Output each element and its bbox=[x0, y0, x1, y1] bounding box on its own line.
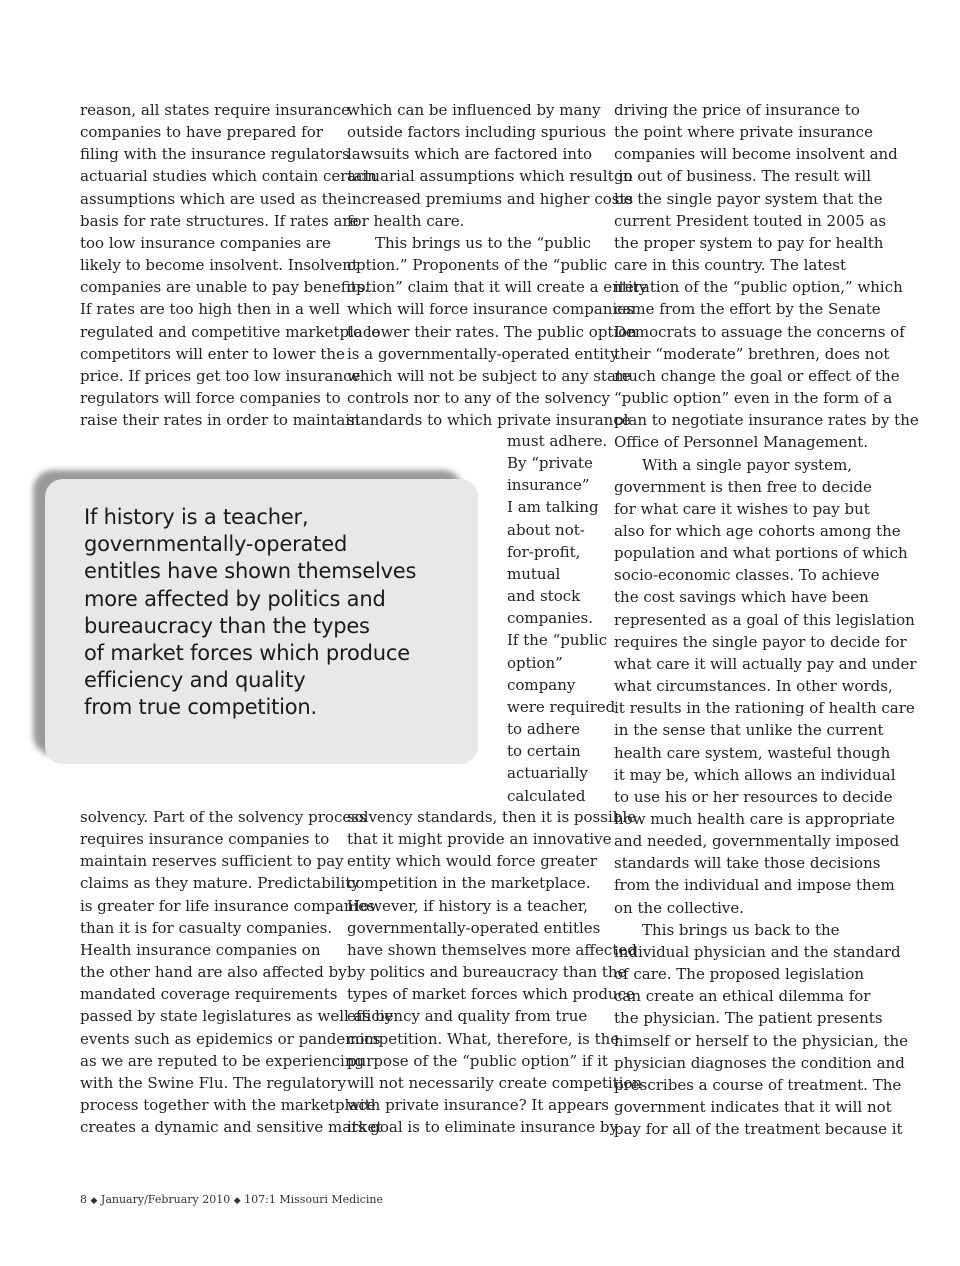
text-line: actuarial studies which contain certain bbox=[80, 167, 377, 186]
text-line: types of market forces which produce bbox=[347, 985, 635, 1004]
text-line: how much health care is appropriate bbox=[614, 810, 895, 828]
text-line: the physician. The patient presents bbox=[614, 1009, 883, 1028]
text-line: with private insurance? It appears bbox=[347, 1096, 609, 1115]
text-line: represented as a goal of this legislation bbox=[614, 610, 915, 629]
text-line: government is then free to decide bbox=[614, 477, 872, 496]
text-line: the proper system to pay for health bbox=[614, 233, 884, 252]
text-line: population and what portions of which bbox=[614, 544, 908, 563]
text-line: basis for rate structures. If rates are bbox=[80, 211, 359, 230]
text-line: from the individual and impose them bbox=[614, 876, 895, 895]
text-line: efficiency and quality from true bbox=[347, 1007, 588, 1026]
text-line: go out of business. The result will bbox=[614, 167, 872, 186]
text-line: can create an ethical dilemma for bbox=[614, 987, 871, 1006]
page-footer bbox=[80, 1193, 383, 1206]
text-line: claims as they mature. Predictability bbox=[80, 874, 360, 893]
text-line: competition. What, therefore, is the bbox=[347, 1029, 620, 1048]
column2-top-text bbox=[347, 99, 647, 431]
text-line: option” claim that it will create a entity bbox=[347, 278, 648, 297]
column2-bottom-text bbox=[347, 806, 642, 1138]
text-line: too low insurance companies are bbox=[80, 233, 331, 252]
text-line: that it might provide an innovative bbox=[347, 830, 612, 849]
text-line: which will force insurance companies bbox=[347, 300, 634, 319]
text-line: health care system, wasteful though bbox=[614, 743, 891, 762]
text-line: mandated coverage requirements bbox=[80, 985, 338, 1004]
text-line: solvency. Part of the solvency process bbox=[80, 808, 367, 826]
text-line: raise their rates in order to maintain bbox=[80, 411, 360, 430]
text-line: passed by state legislatures as well as by bbox=[80, 1007, 394, 1026]
text-line: pay for all of the treatment because it bbox=[614, 1120, 903, 1139]
text-line: what care it will actually pay and under bbox=[614, 654, 917, 673]
text-line: by politics and bureaucracy than the bbox=[347, 963, 627, 982]
text-line: driving the price of insurance to bbox=[614, 101, 860, 119]
pull-quote-text bbox=[84, 504, 416, 722]
text-line: about not- bbox=[507, 520, 585, 539]
text-line: increased premiums and higher costs bbox=[347, 189, 634, 208]
text-line: current President touted in 2005 as bbox=[614, 211, 887, 230]
text-line: purpose of the “public option” if it bbox=[347, 1051, 608, 1070]
text-line: events such as epidemics or pandemics bbox=[80, 1029, 381, 1048]
text-line: for what care it wishes to pay but bbox=[614, 499, 870, 518]
text-line: process together with the marketplace bbox=[80, 1096, 376, 1115]
text-line: By “private bbox=[507, 454, 593, 473]
text-line: prescribes a course of treatment. The bbox=[614, 1075, 902, 1094]
text-line: standards to which private insurance bbox=[347, 411, 631, 430]
text-line: This brings us back to the bbox=[642, 920, 840, 939]
text-line: creates a dynamic and sensitive market bbox=[80, 1118, 383, 1137]
text-line: to adhere bbox=[507, 720, 580, 739]
text-line: Office of Personnel Management. bbox=[614, 433, 869, 452]
text-line: I am talking bbox=[507, 498, 599, 517]
pull-quote-line: from true competition. bbox=[84, 695, 317, 720]
column1-top-text bbox=[80, 99, 380, 431]
text-line: it may be, which allows an individual bbox=[614, 765, 896, 784]
text-line: maintain reserves sufficient to pay bbox=[80, 852, 344, 871]
diamond-separator-icon: ◆ bbox=[233, 1196, 241, 1206]
text-line: in the sense that unlike the current bbox=[614, 721, 884, 740]
text-line: the other hand are also affected by bbox=[80, 963, 347, 982]
text-line: socio-economic classes. To achieve bbox=[614, 566, 880, 585]
text-line: assumptions which are used as the bbox=[80, 189, 347, 208]
page-number: 8 bbox=[80, 1193, 87, 1206]
text-line: himself or herself to the physician, the bbox=[614, 1031, 909, 1050]
pull-quote-line: governmentally-operated bbox=[84, 532, 348, 557]
column3-text bbox=[614, 99, 919, 1140]
text-line: the cost savings which have been bbox=[614, 588, 869, 607]
text-line: mutual bbox=[507, 564, 561, 583]
text-line: it results in the rationing of health care bbox=[614, 699, 915, 718]
issue-date: January/February 2010 bbox=[100, 1193, 231, 1206]
text-line: governmentally-operated entitles bbox=[347, 918, 601, 937]
text-line: is greater for life insurance companies bbox=[80, 896, 375, 915]
text-line: plan to negotiate insurance rates by the bbox=[614, 411, 919, 430]
text-line: competitors will enter to lower the bbox=[80, 344, 345, 363]
text-line: of care. The proposed legislation bbox=[614, 965, 864, 984]
text-line: However, if history is a teacher, bbox=[347, 896, 589, 915]
text-line: physician diagnoses the condition and bbox=[614, 1053, 905, 1072]
pull-quote-line: more affected by politics and bbox=[84, 586, 386, 611]
text-line: standards will take those decisions bbox=[614, 854, 881, 873]
text-line: than it is for casualty companies. bbox=[80, 918, 333, 937]
text-line: were required bbox=[507, 697, 616, 716]
text-line: to use his or her resources to decide bbox=[614, 787, 893, 806]
text-line: is a governmentally-operated entity bbox=[347, 344, 619, 363]
text-line: likely to become insolvent. Insolvent bbox=[80, 256, 358, 275]
text-line: solvency standards, then it is possible bbox=[347, 808, 637, 826]
text-line: for health care. bbox=[347, 211, 465, 230]
text-line: If rates are too high then in a well bbox=[80, 300, 341, 319]
text-line: on the collective. bbox=[614, 898, 745, 917]
text-line: be the single payor system that the bbox=[614, 189, 883, 208]
text-line: with the Swine Flu. The regulatory bbox=[80, 1073, 347, 1092]
text-line: price. If prices get too low insurance bbox=[80, 366, 361, 385]
journal-volume: 107:1 Missouri Medicine bbox=[244, 1193, 384, 1206]
text-line: regulators will force companies to bbox=[80, 389, 341, 408]
pull-quote-line: bureaucracy than the types bbox=[84, 613, 370, 638]
text-line: for-profit, bbox=[507, 542, 581, 561]
text-line: This brings us to the “public bbox=[375, 233, 592, 252]
text-line: With a single payor system, bbox=[642, 455, 853, 474]
text-line: Democrats to assuage the concerns of bbox=[614, 322, 905, 341]
text-line: outside factors including spurious bbox=[347, 123, 607, 142]
text-line: companies. bbox=[507, 609, 594, 628]
text-line: the point where private insurance bbox=[614, 123, 873, 142]
text-line: much change the goal or effect of the bbox=[614, 366, 900, 385]
text-line: which can be influenced by many bbox=[347, 101, 601, 119]
diamond-separator-icon: ◆ bbox=[90, 1196, 98, 1206]
text-line: must adhere. bbox=[507, 432, 608, 450]
column2-narrow-text bbox=[507, 430, 615, 807]
text-line: their “moderate” brethren, does not bbox=[614, 344, 890, 363]
pull-quote-line: of market forces which produce bbox=[84, 641, 410, 666]
text-line: requires insurance companies to bbox=[80, 830, 330, 849]
text-line: “public option” even in the form of a bbox=[614, 389, 893, 408]
text-line: what circumstances. In other words, bbox=[614, 677, 893, 696]
text-line: iteration of the “public option,” which bbox=[614, 278, 903, 297]
text-line: also for which age cohorts among the bbox=[614, 521, 901, 540]
text-line: option.” Proponents of the “public bbox=[347, 256, 608, 275]
text-line: have shown themselves more affected bbox=[347, 940, 637, 959]
pull-quote-line: efficiency and quality bbox=[84, 668, 306, 693]
pull-quote-line: If history is a teacher, bbox=[84, 505, 309, 529]
text-line: If the “public bbox=[507, 631, 608, 650]
text-line: individual physician and the standard bbox=[614, 942, 901, 961]
text-line: actuarially bbox=[507, 764, 588, 783]
text-line: which will not be subject to any state bbox=[347, 366, 631, 385]
text-line: and needed, governmentally imposed bbox=[614, 832, 900, 851]
text-line: competition in the marketplace. bbox=[347, 874, 591, 893]
text-line: to lower their rates. The public option bbox=[347, 322, 637, 341]
text-line: reason, all states require insurance bbox=[80, 101, 351, 119]
text-line: to certain bbox=[507, 742, 581, 761]
text-line: companies to have prepared for bbox=[80, 123, 323, 142]
text-line: came from the effort by the Senate bbox=[614, 300, 881, 319]
text-line: companies will become insolvent and bbox=[614, 145, 898, 164]
text-line: will not necessarily create competition bbox=[347, 1073, 643, 1092]
text-line: requires the single payor to decide for bbox=[614, 632, 907, 651]
text-line: controls nor to any of the solvency bbox=[347, 389, 610, 408]
text-line: lawsuits which are factored into bbox=[347, 145, 593, 164]
pull-quote-line: entitles have shown themselves bbox=[84, 559, 417, 584]
text-line: care in this country. The latest bbox=[614, 256, 846, 275]
text-line: actuarial assumptions which result in bbox=[347, 167, 633, 186]
text-line: entity which would force greater bbox=[347, 852, 597, 871]
text-line: option” bbox=[507, 653, 563, 672]
text-line: and stock bbox=[507, 587, 581, 606]
text-line: Health insurance companies on bbox=[80, 940, 321, 959]
text-line: regulated and competitive marketplace bbox=[80, 322, 381, 341]
text-line: its goal is to eliminate insurance by bbox=[347, 1118, 619, 1137]
text-line: company bbox=[507, 675, 576, 694]
text-line: government indicates that it will not bbox=[614, 1098, 892, 1117]
text-line: as we are reputed to be experiencing bbox=[80, 1051, 365, 1070]
text-line: calculated bbox=[507, 786, 586, 805]
text-line: companies are unable to pay benefits. bbox=[80, 278, 370, 297]
text-line: insurance” bbox=[507, 476, 590, 495]
text-line: filing with the insurance regulators bbox=[80, 145, 350, 164]
